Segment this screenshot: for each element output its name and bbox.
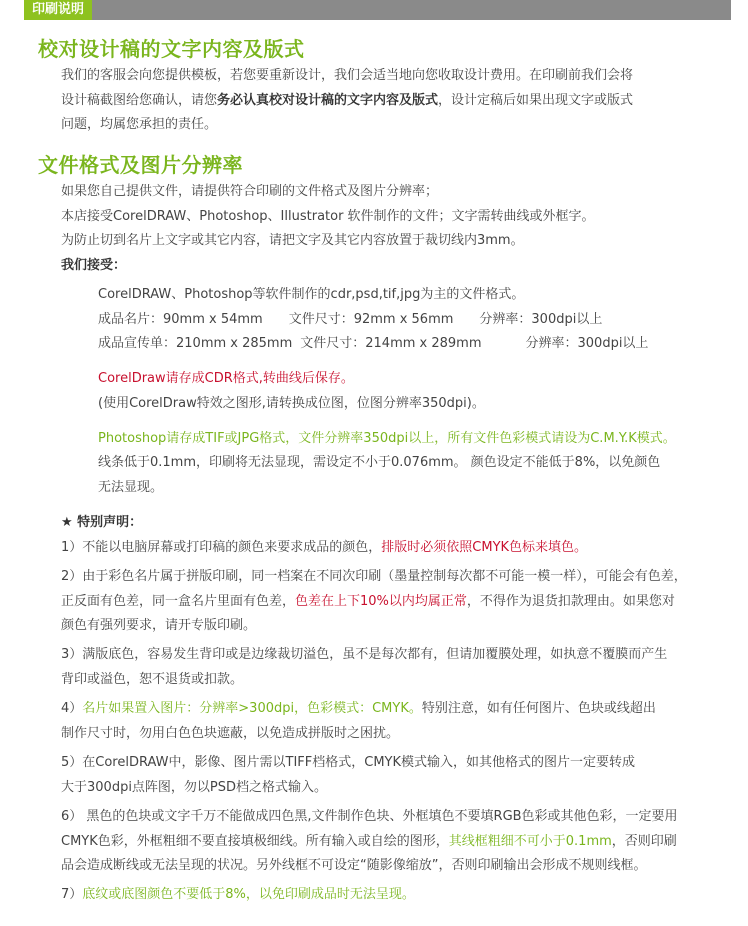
paragraph-line: 为防止切到名片上文字或其它内容，请把文字及其它内容放置于裁切线内3mm。 [61,233,524,248]
note-4: 制作尺寸时，勿用白色色块遮蔽，以免造成拼版时之困扰。 [61,725,400,741]
paragraph-line: 本店接受CorelDRAW、Photoshop、Illustrator 软件制作的文件；文字需转曲线或外框字。 [61,208,595,224]
note-5: 大于300dpi点阵图，勿以PSD档之格式输入。 [61,779,328,795]
paragraph-line: 如果您自己提供文件，请提供符合印刷的文件格式及图片分辨率； [61,184,439,199]
note-3: 3）满版底色，容易发生背印或是边缘裁切溢色，虽不是每次都有，但请加覆膜处理，如执意不覆膜而产生 [61,647,668,662]
notes-title: ★ 特别声明： [61,515,143,530]
emphasis-text: 务必认真校对设计稿的文字内容及版式 [217,92,439,108]
accept-label: 我们接受： [61,257,127,273]
note-6: CMYK色彩，外框粗细不要直接填极细线。所有输入或自绘的图形，其线框粗细不可小于0.1mm，否则印刷 [61,833,677,849]
paragraph-line: 设计稿截图给您确认，请您务必认真校对设计稿的文字内容及版式，设计定稿后如果出现文字或版式 [61,92,634,108]
note-4: 4）名片如果置入图片：分辨率>300dpi，色彩模式：CMYK。特别注意，如有任何图片、色块或线超出 [61,701,656,716]
note-6: 6） 黑色的色块或文字千万不能做成四色黑,文件制作色块、外框填色不要填RGB色彩或其他色彩，一定要用 [61,809,678,824]
note-2: 2）由于彩色名片属于拼版印刷，同一档案在不同次印刷（墨量控制每次都不可能一模一样），可能会有色差， [61,569,687,584]
photoshop-detail: 线条低于0.1mm，印刷将无法显现，需设定不小于0.076mm。 颜色设定不能低于8%，以免颜色 [98,455,661,470]
note-2: 颜色有强列要求，请开专版印刷。 [61,618,257,633]
heading-file-format: 文件格式及图片分辨率 [38,153,243,177]
note-3: 背印或溢色，恕不退货或扣款。 [61,671,244,687]
heading-proofread: 校对设计稿的文字内容及版式 [38,37,305,61]
paragraph-line: 我们的客服会向您提供模板，若您要重新设计，我们会适当地向您收取设计费用。在印刷前我们会将 [61,68,634,83]
section-tab: 印刷说明 [24,0,92,20]
section-header-bar [24,0,731,20]
photoshop-note: Photoshop请存成TIF或JPG格式，文件分辨率350dpi以上，所有文件色彩模式请设为C.M.Y.K模式。 [98,430,676,446]
note-7: 7）底纹或底图颜色不要低于8%，以免印刷成品时无法呈现。 [61,887,415,902]
note-5: 5）在CorelDRAW中，影像、图片需以TIFF档格式，CMYK模式输入，如其他格式的图片一定要转成 [61,755,636,770]
paragraph-line: 问题，均属您承担的责任。 [61,117,218,132]
photoshop-detail: 无法显现。 [98,479,164,495]
note-2: 正反面有色差，同一盒名片里面有色差，色差在上下10%以内均属正常，不得作为退货扣款理由。如果您对 [61,593,675,609]
spec-row-card: 成品名片：90mm x 54mm 文件尺寸：92mm x 56mm 分辨率：300dpi以上 [98,311,603,327]
note-1: 1）不能以电脑屏幕或打印稿的颜色来要求成品的颜色，排版时必须依照CMYK色标来填色。 [61,539,588,555]
spec-row-flyer: 成品宣传单：210mm x 285mm 文件尺寸：214mm x 289mm 分辨率：300dpi以上 [98,336,649,351]
coreldraw-detail: (使用CorelDraw特效之图形,请转换成位图，位图分辨率350dpi)。 [98,395,485,411]
accept-line: CorelDRAW、Photoshop等软件制作的cdr,psd,tif,jpg为主的文件格式。 [98,287,525,302]
note-6: 品会造成断线或无法呈现的状况。另外线框不可设定“随影像缩放”，否则印刷输出会形成不规则线框。 [61,858,647,873]
coreldraw-note: CorelDraw请存成CDR格式,转曲线后保存。 [98,371,354,386]
